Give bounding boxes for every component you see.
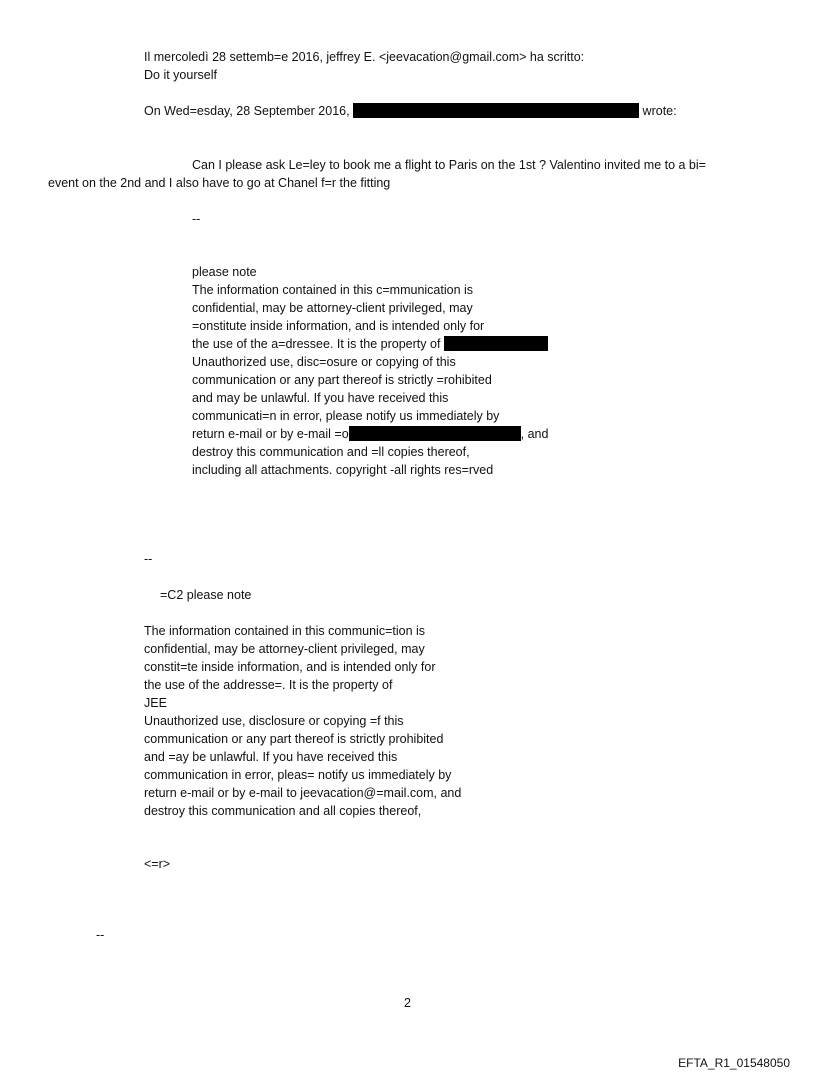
disclaimer1-line: confidential, may be attorney-client privileged, may bbox=[192, 301, 473, 315]
disclaimer1-line bbox=[192, 426, 548, 442]
disclaimer1-line: including all attachments. copyright -all rights res=rved bbox=[192, 463, 494, 477]
disclaimer2-line: return e-mail or by e-mail to jeevacation@=mail.com, and bbox=[144, 786, 462, 800]
separator: -- bbox=[144, 552, 153, 566]
reply-header-line: Il mercoledì 28 settemb=e 2016, jeffrey E. <jeevacation@gmail.com> ha scritto: bbox=[144, 50, 585, 64]
disclaimer2-title: =C2 please note bbox=[160, 588, 252, 602]
quoted-header-prefix: On Wed=esday, 28 September 2016, bbox=[144, 104, 350, 118]
message-line-2: event on the 2nd and I also have to go at Chanel f=r the fitting bbox=[48, 176, 391, 190]
disclaimer1-line-text: return e-mail or by e-mail =o bbox=[192, 427, 349, 441]
disclaimer2-line: Unauthorized use, disclosure or copying =f this bbox=[144, 714, 404, 728]
disclaimer1-line-text: the use of the a=dressee. It is the property of bbox=[192, 337, 441, 351]
disclaimer2-line: destroy this communication and all copies thereof, bbox=[144, 804, 422, 818]
disclaimer1-line: communication or any part thereof is strictly =rohibited bbox=[192, 373, 492, 387]
tag-text: <=r> bbox=[144, 857, 171, 871]
disclaimer1-title: please note bbox=[192, 265, 257, 279]
disclaimer1-line: Unauthorized use, disc=osure or copying of this bbox=[192, 355, 456, 369]
disclaimer1-line bbox=[192, 336, 548, 352]
redaction-block bbox=[444, 336, 548, 351]
disclaimer1-line: destroy this communication and =ll copies thereof, bbox=[192, 445, 470, 459]
disclaimer1-line: communicati=n in error, please notify us immediately by bbox=[192, 409, 500, 423]
separator: -- bbox=[96, 928, 105, 942]
disclaimer2-line: constit=te inside information, and is intended only for bbox=[144, 660, 436, 674]
disclaimer1-line: and may be unlawful. If you have received this bbox=[192, 391, 449, 405]
quoted-header-suffix: wrote: bbox=[642, 104, 677, 118]
redaction-block bbox=[349, 426, 521, 441]
disclaimer1-line: =onstitute inside information, and is intended only for bbox=[192, 319, 485, 333]
quoted-header bbox=[144, 103, 677, 119]
disclaimer1-line-text: , and bbox=[520, 427, 549, 441]
disclaimer2-line: JEE bbox=[144, 696, 167, 710]
reply-text: Do it yourself bbox=[144, 68, 217, 82]
redaction-block bbox=[353, 103, 639, 118]
page-number: 2 bbox=[404, 996, 411, 1010]
disclaimer2-line: communication or any part thereof is strictly prohibited bbox=[144, 732, 444, 746]
message-line-1: Can I please ask Le=ley to book me a flight to Paris on the 1st ? Valentino invited me to a bi= bbox=[192, 158, 706, 172]
disclaimer2-line: confidential, may be attorney-client privileged, may bbox=[144, 642, 425, 656]
disclaimer2-line: The information contained in this communic=tion is bbox=[144, 624, 426, 638]
disclaimer2-line: the use of the addresse=. It is the property of bbox=[144, 678, 393, 692]
document-id: EFTA_R1_01548050 bbox=[678, 1056, 790, 1070]
disclaimer1-line: The information contained in this c=mmunication is bbox=[192, 283, 474, 297]
disclaimer2-line: communication in error, pleas= notify us immediately by bbox=[144, 768, 452, 782]
disclaimer2-line: and =ay be unlawful. If you have received this bbox=[144, 750, 398, 764]
message-separator: -- bbox=[192, 212, 201, 226]
